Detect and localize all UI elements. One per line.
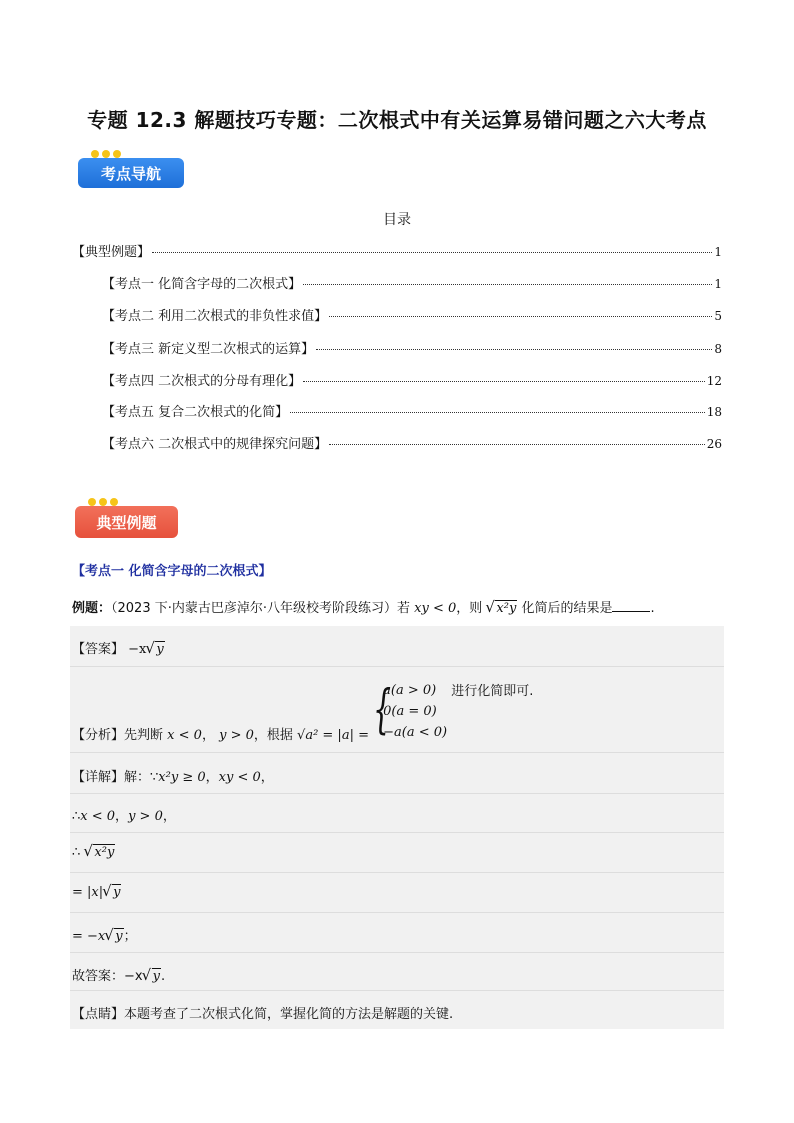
answer-label: 【答案】 bbox=[72, 642, 125, 657]
abs-formula: √a² = |a| = bbox=[297, 728, 369, 743]
toc-item-label: 【考点一 化简含字母的二次根式】 bbox=[102, 277, 302, 292]
toc-leader bbox=[303, 284, 712, 285]
analysis-row bbox=[72, 680, 533, 743]
detail-line-5: = −x√ y； bbox=[72, 925, 137, 944]
detail-line-6: 故答案：−x√ y. bbox=[72, 965, 165, 984]
analysis-text: 先判断 bbox=[124, 728, 164, 743]
divider bbox=[70, 912, 724, 913]
toc-item-page: 26 bbox=[706, 437, 722, 451]
toc-item-label: 【考点四 二次根式的分母有理化】 bbox=[102, 374, 302, 389]
toc-item[interactable] bbox=[102, 305, 722, 325]
example-mid: ，则 bbox=[456, 601, 483, 616]
example-tail: 化简后的结果是 bbox=[521, 601, 613, 616]
piecewise-cases: { a(a > 0) 0(a = 0) −a(a < 0) bbox=[373, 680, 448, 740]
toc-item-page: 8 bbox=[714, 342, 722, 356]
example-end: . bbox=[650, 601, 655, 616]
page-title: 专题 12.3 解题技巧专题：二次根式中有关运算易错问题之六大考点 bbox=[87, 108, 707, 132]
toc-item-label: 【考点五 复合二次根式的化简】 bbox=[102, 405, 289, 420]
example-label: 例题： bbox=[72, 601, 112, 616]
comment-label: 【点睛】 bbox=[72, 1007, 125, 1022]
toc-item-label: 【考点六 二次根式中的规律探究问题】 bbox=[102, 437, 328, 452]
detail-line-1: 【详解】解：∵x²y ≥ 0，xy < 0， bbox=[72, 770, 274, 785]
divider bbox=[70, 752, 724, 753]
divider bbox=[70, 666, 724, 667]
nav-badge: 考点导航 bbox=[78, 158, 184, 188]
answer-blank bbox=[612, 611, 650, 612]
toc-item[interactable] bbox=[102, 338, 722, 358]
toc-leader bbox=[329, 444, 705, 445]
toc-leader bbox=[329, 316, 712, 317]
analysis-text: ，根据 bbox=[253, 728, 293, 743]
toc-item-page: 12 bbox=[706, 374, 722, 388]
toc-item-page: 1 bbox=[714, 277, 722, 291]
answer-row bbox=[72, 638, 165, 657]
analysis-label: 【分析】 bbox=[72, 728, 125, 743]
detail-line-3: ∴ √ x²y bbox=[72, 845, 115, 860]
example-question bbox=[72, 597, 655, 616]
toc-leader bbox=[152, 252, 712, 253]
examples-badge: 典型例题 bbox=[75, 506, 178, 538]
toc-leader bbox=[290, 412, 705, 413]
answer-value: −x bbox=[128, 642, 147, 657]
analysis-conclusion: 进行化简即可. bbox=[451, 684, 534, 699]
badge-dots-decoration bbox=[91, 150, 121, 158]
badge-dots-decoration bbox=[88, 498, 118, 506]
answer-radical: √ y bbox=[146, 642, 164, 657]
toc-leader bbox=[303, 381, 705, 382]
toc-item-label: 【典型例题】 bbox=[72, 245, 151, 260]
comment-row bbox=[72, 1003, 453, 1022]
toc-item[interactable] bbox=[102, 433, 722, 453]
example-condition: xy < 0 bbox=[414, 601, 457, 616]
toc-item[interactable] bbox=[102, 401, 722, 421]
divider bbox=[70, 872, 724, 873]
divider bbox=[70, 990, 724, 991]
example-radical: √ x²y bbox=[486, 601, 517, 616]
toc-item-page: 18 bbox=[706, 405, 722, 419]
toc-item-page: 1 bbox=[714, 245, 722, 259]
divider bbox=[70, 793, 724, 794]
analysis-separator: ， bbox=[201, 728, 215, 743]
toc-leader bbox=[316, 349, 712, 350]
detail-line-2: ∴x < 0，y > 0， bbox=[72, 809, 176, 824]
toc-item[interactable] bbox=[72, 241, 722, 261]
toc-item[interactable] bbox=[102, 273, 722, 293]
detail-label: 【详解】 bbox=[72, 770, 125, 785]
divider bbox=[70, 832, 724, 833]
toc-item-label: 【考点三 新定义型二次根式的运算】 bbox=[102, 342, 315, 357]
section-heading: 【考点一 化简含字母的二次根式】 bbox=[72, 564, 272, 579]
comment-text: 本题考查了二次根式化简，掌握化简的方法是解题的关键. bbox=[124, 1007, 454, 1022]
divider bbox=[70, 952, 724, 953]
toc-heading: 目录 bbox=[383, 212, 411, 228]
toc-item-label: 【考点二 利用二次根式的非负性求值】 bbox=[102, 309, 328, 324]
analysis-condition-x: x < 0 bbox=[167, 728, 202, 743]
toc-item-page: 5 bbox=[714, 309, 722, 323]
detail-line-4: = |x|√ y bbox=[72, 885, 121, 900]
example-source: （2023 下·内蒙古巴彦淖尔·八年级校考阶段练习）若 bbox=[111, 601, 410, 616]
toc-item[interactable] bbox=[102, 370, 722, 390]
analysis-condition-y: y > 0 bbox=[219, 728, 254, 743]
